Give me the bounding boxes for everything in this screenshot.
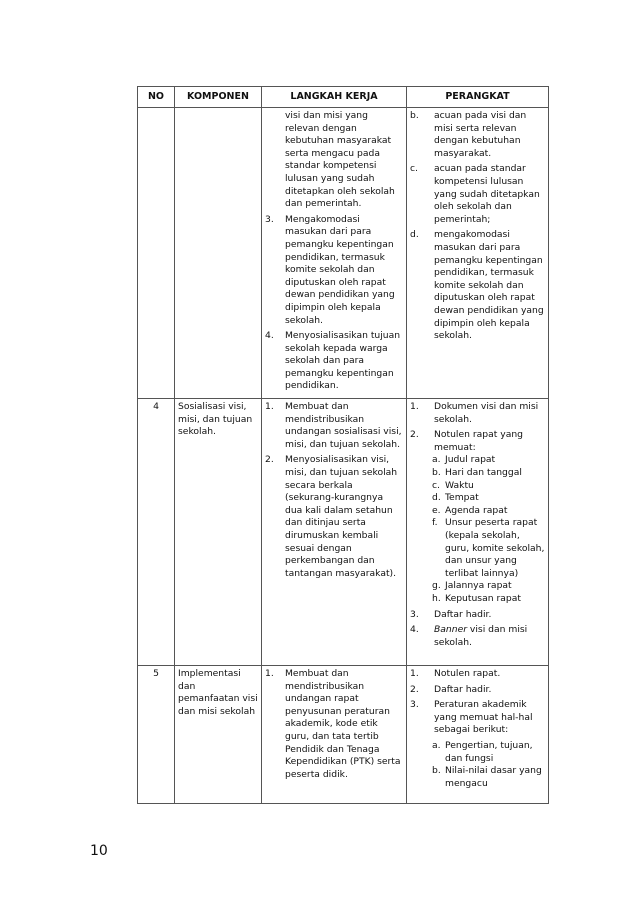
list-item: 1. Dokumen visi dan misi sekolah. bbox=[410, 401, 539, 425]
header-no: NO bbox=[138, 87, 175, 108]
table-row bbox=[138, 666, 549, 804]
list-item: 3. Daftar hadir. bbox=[410, 608, 492, 620]
banner-italic: Banner bbox=[434, 624, 468, 636]
header-perangkat: PERANGKAT bbox=[407, 87, 549, 108]
cell-langkah-kerja bbox=[262, 108, 407, 399]
sub-item: h. Keputusan rapat bbox=[432, 592, 521, 604]
list-item: 2. Daftar hadir. bbox=[410, 683, 492, 695]
sub-item: b. Hari dan tanggal bbox=[432, 467, 522, 479]
cell-no: 4 bbox=[138, 399, 175, 666]
list-item: 4. Banner visi dan misi sekolah. bbox=[410, 624, 528, 648]
header-komponen: KOMPONEN bbox=[175, 87, 262, 108]
list-item: 1. Notulen rapat. bbox=[410, 668, 501, 680]
cell-no: 5 bbox=[138, 666, 175, 804]
sub-item: b. Nilai-nilai dasar yang mengacu bbox=[432, 765, 542, 789]
list-item: 1. Membuat dan mendistribusikan undangan rapat penyusunan peraturan akademik, kode etik guru, dan tata tertib Pendidik dan Tenaga Kependidikan (PTK) serta peserta didik. bbox=[265, 668, 401, 780]
list-item: d. mengakomodasi masukan dari para pemangku kepentingan pendidikan, termasuk komite sekolah dan diputuskan oleh rapat dewan pendidikan yang dipimpin oleh kepala sekolah. bbox=[410, 229, 544, 342]
list-item: 2. Menyosialisasikan visi, misi, dan tujuan sekolah secara berkala (sekurang-kurangnya dua kali dalam setahun dan ditinjau serta dirumuskan kembali sesuai dengan perkembangan dan tantangan masyarakat). bbox=[265, 454, 398, 579]
cell-perangkat bbox=[407, 108, 549, 399]
list-item: visi dan misi yang relevan dengan kebutuhan masyarakat serta mengacu pada standar kompetensi lulusan yang sudah ditetapkan oleh sekolah dan pemerintah. bbox=[285, 110, 395, 210]
list-item: 4. Menyosialisasikan tujuan sekolah kepada warga sekolah dan para pemangku kepentingan pendidikan. bbox=[265, 330, 401, 392]
cell-perangkat bbox=[407, 666, 549, 804]
sub-item: g. Jalannya rapat bbox=[432, 580, 512, 592]
list-item: 3. Mengakomodasi masukan dari para pemangku kepentingan pendidikan, termasuk komite sekolah dan diputuskan oleh rapat dewan pendidikan yang dipimpin oleh kepala sekolah. bbox=[265, 213, 395, 326]
table-row bbox=[138, 399, 549, 666]
cell-komponen: Sosialisasi visi, misi, dan tujuan sekolah. bbox=[175, 399, 262, 666]
cell-komponen bbox=[175, 108, 262, 399]
list-item: 2. Notulen rapat yang memuat: bbox=[410, 429, 523, 453]
list-item: 3. Peraturan akademik yang memuat hal-hal sebagai berikut: bbox=[410, 699, 533, 736]
cell-komponen: Implementasi dan pemanfaatan visi dan misi sekolah bbox=[175, 666, 262, 804]
sub-item: e. Agenda rapat bbox=[432, 504, 508, 516]
sub-item: d. Tempat bbox=[432, 492, 479, 504]
cell-langkah-kerja bbox=[262, 399, 407, 666]
header-langkah-kerja: LANGKAH KERJA bbox=[262, 87, 407, 108]
sub-item: c. Waktu bbox=[432, 479, 474, 491]
page-number: 10 bbox=[90, 843, 108, 859]
list-item: 1. Membuat dan mendistribusikan undangan sosialisasi visi, misi, dan tujuan sekolah. bbox=[265, 401, 402, 450]
list-item: b. acuan pada visi dan misi serta relevan dengan kebutuhan masyarakat. bbox=[410, 110, 527, 159]
list-item: c. acuan pada standar kompetensi lulusan yang sudah ditetapkan oleh sekolah dan pemerintah; bbox=[410, 163, 540, 225]
document-table bbox=[137, 86, 549, 804]
cell-langkah-kerja bbox=[262, 666, 407, 804]
sub-item: a. Pengertian, tujuan, dan fungsi bbox=[432, 740, 533, 764]
cell-no bbox=[138, 108, 175, 399]
cell-perangkat bbox=[407, 399, 549, 666]
table-row bbox=[138, 108, 549, 399]
sub-item: a. Judul rapat bbox=[432, 454, 496, 466]
sub-item: f. Unsur peserta rapat (kepala sekolah, guru, komite sekolah, dan unsur yang terlibat lainnya) bbox=[432, 517, 545, 579]
header-row bbox=[138, 87, 549, 108]
